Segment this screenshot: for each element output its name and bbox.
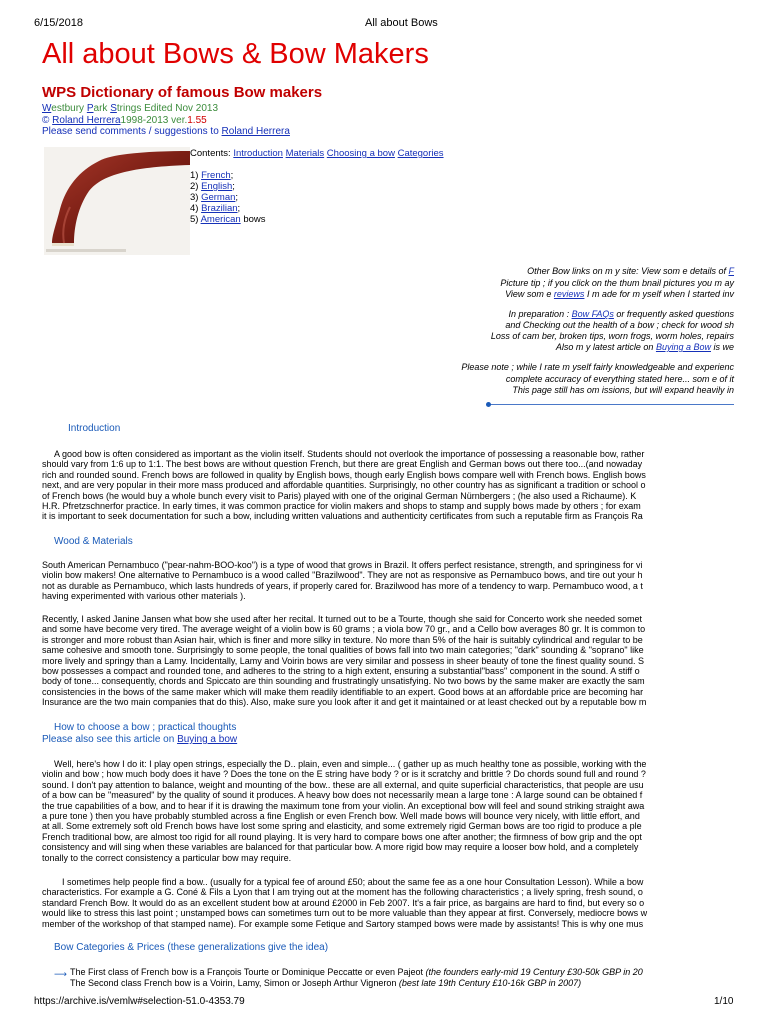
text-line: Recently, I asked Janine Jansen what bow she used after her recital. It turned out to be a Tourte, though she said for Concerto work she needed somet (42, 614, 643, 624)
version-number: 1.55 (187, 115, 207, 126)
text-line: consistencies in the bows of the same maker which will make them readily identifiable to an expert. Good bows at an affordable price are becoming har (42, 686, 644, 697)
list-item (190, 203, 240, 214)
org-edited: Edited Nov 2013 (141, 103, 219, 114)
text-line: more lively and springy than a Lamy. Incidentally, Lamy and Voirin bows are very similar and possess in sheer beauty of tone the finest quality sound. S (42, 655, 644, 666)
bow-photo (44, 147, 190, 255)
list-item (190, 192, 238, 203)
note-link[interactable]: F (728, 266, 734, 276)
list-after: bows (240, 214, 266, 225)
section-heading-categories: Bow Categories & Prices (these generalizations give the idea) (54, 942, 329, 953)
note-text: View som e (505, 289, 554, 299)
category-item-1 (70, 967, 734, 977)
note-text: or frequently asked questions (613, 309, 734, 319)
text-line: consistency and will sing when these variables are balanced for that particular bow. A more rigid bow may require a looser bow hold, and a completely (42, 842, 639, 853)
divider-line (488, 404, 734, 405)
category-detail: (best late 19th Century £10-16k GBP in 2007) (398, 978, 582, 988)
text-line: at all. Some extremely soft old French bows have lost some spring and elasticity, and some extremely rigid German bows are too rigid to produce a ple (42, 821, 642, 832)
text-line: should vary from 1:6 up to 1:1. The best bows are without question French, but there are great English and German bows out there too...(and nowaday (42, 459, 643, 470)
text-line: same cohesive and smooth tone. Surprisingly to some people, the tonal qualities of bows fall into two main categories; "dark" sounding & "soprano" like (42, 645, 644, 656)
send-author-link[interactable]: Roland Herrera (221, 126, 290, 137)
text-line: standard French Bow. It would do as an excellent student bow at around £2000 in Feb 2007. It's a fair price, as bargains are hard to find, but every so o (42, 897, 645, 908)
wood-paragraph-2 (42, 614, 736, 708)
text-line: member of the workshop of that stamped name). For example some Fetique and Sartory stamped bows were made by assistants! This is why one mus (42, 918, 644, 929)
text-line: not as durable as Pernambuco, which lasts hundreds of years, if properly cared for. Brazilwood has more of a tendency to warp. Pernambuco wood, a t (42, 580, 643, 591)
text-line: next, and are very popular in their more mass produced and affordable quantities. Surprisingly, no other country has as significant a tradition or school o (42, 480, 646, 491)
text-line: tonally to the correct consistency a particular bow may require. (42, 852, 292, 863)
list-after: ; (237, 203, 241, 214)
wood-paragraph-1 (42, 560, 736, 602)
choose-paragraph-1 (42, 759, 736, 863)
link-american[interactable]: American (200, 214, 241, 225)
reviews-link[interactable]: reviews (553, 289, 585, 299)
text-line: I sometimes help people find a bow.. (usually for a typical fee of around £50; about the same fee as a one hour Consultation Lesson). While a bow (62, 877, 644, 887)
category-text: The Second class French bow is a Voirin, Lamy, Simon or Joseph Arthur Vigneron (70, 978, 399, 988)
list-item (190, 181, 235, 192)
send-comments-text: Please send comments / suggestions to (42, 126, 222, 137)
also-see-line (42, 734, 237, 745)
contents-link-categories[interactable]: Categories (397, 148, 444, 159)
note-line: and Checking out the health of a bow ; check for wood sh (505, 320, 734, 330)
text-line: A good bow is often considered as important as the violin itself. Students should not overlook the importance of possessing a reasonable bow, rather (54, 449, 645, 459)
note-text: I m ade for m yself when I started inv (584, 289, 734, 299)
contents-link-introduction[interactable]: Introduction (233, 148, 283, 159)
text-line: it is important to seek documentation for such a bow, including written valuations and authenticity certificates from such a reputable firm as François Ra (42, 511, 643, 522)
copyright-years: 1998-2013 ver. (120, 115, 188, 126)
category-item-2 (70, 978, 734, 988)
text-line: of French bows (he would buy a whole bunch every visit to Paris) played with one of the original German Nürnbergers ; (he also used a Richaume). K (42, 490, 637, 501)
note-line (556, 342, 734, 352)
buying-a-bow-article-link[interactable]: Buying a bow (177, 734, 238, 745)
org-s[interactable]: S (110, 103, 117, 114)
note-line: Picture tip ; if you click on the thum bnail pictures you m ay (500, 278, 734, 288)
list-num: 1) (190, 170, 202, 181)
note-line: This page still has om issions, but will expand heavily in (512, 385, 734, 395)
text-line: a pure tone ) then you have probably stumbled across a fine English or even French bow. Well made bows will bounce very nicely, with little effort, and (42, 811, 640, 822)
section-heading-choosing: How to choose a bow ; practical thoughts (54, 722, 237, 733)
org-estbury: estbury (51, 103, 87, 114)
category-detail: (the founders early-mid 19 Century £30-50k GBP in 20 (425, 967, 643, 977)
text-line: violin and bow ; how much body does it have ? Does the tone on the E string have body ? or is it scratchy and brittle ? Do chords sound full and round ? (42, 769, 646, 780)
category-text: The First class of French bow is a François Tourte or Dominique Peccatte or even Pajeot (70, 967, 426, 977)
list-num: 2) (190, 181, 202, 192)
text-line: French traditional bow, are almost too rigid for all round playing. It is very hard to compare bows one after another; the firmness of bow grip and the opt (42, 831, 642, 842)
text-line: of a bow can be "measured" by the quality of sound it produces. A heavy bow does not necessarily mean a large tone : A large sound can be obtained f (42, 790, 643, 801)
text-line: sound. I don't pay attention to balance, weight and mounting of the bow.. these are all external, and quite superficial characteristics, that people are usu (42, 779, 644, 790)
arrow-bullet-icon: ⟶ (54, 969, 67, 979)
org-w[interactable]: W (42, 103, 52, 114)
note-text: Also m y latest article on (555, 342, 656, 352)
list-after: ; (235, 192, 239, 203)
contents-link-choosing[interactable]: Choosing a bow (326, 148, 395, 159)
send-comments-line (42, 126, 290, 137)
list-num: 5) (190, 214, 201, 225)
bow-faqs-link[interactable]: Bow FAQs (571, 309, 614, 319)
note-text: is we (710, 342, 734, 352)
text-line: Insurance are the two main companies that do this). Also, make sure you look after it and get it maintained or at least checked out by a reputable bow m (42, 697, 647, 708)
note-line (505, 289, 734, 299)
text-line: H.R. Pfretzschnerfor practice. In early times, it was common practice for violin makers and shops to stamp and supply bows made by others ; for exam (42, 501, 641, 512)
contents-label: Contents: (190, 148, 234, 159)
list-item (190, 214, 266, 225)
org-line (42, 103, 218, 114)
note-text: Other Bow links on m y site: View som e details of (527, 266, 729, 276)
list-item (190, 170, 233, 181)
note-line: Loss of cam ber, broken tips, worn frogs, worm holes, repairs (490, 331, 734, 341)
text-line: is stronger and more robust than Asian hair, which is finer and more silky in texture. No more than 5% of the hair is suitably cylindrical and regular to be (42, 634, 643, 645)
note-text: In preparation : (508, 309, 572, 319)
section-heading-materials: Wood & Materials (54, 536, 133, 547)
contents-line (190, 148, 444, 159)
org-p[interactable]: P (86, 103, 94, 114)
text-line: having experimented with various other materials ). (42, 591, 246, 602)
org-ark: ark (93, 103, 111, 114)
contents-link-materials[interactable]: Materials (285, 148, 325, 159)
link-french[interactable]: French (201, 170, 231, 181)
text-line: and some have become very tired. The average weight of a violin bow is 60 grams ; a viola bow 70 gr., and a Cello bow averages 80 gr. It is common to (42, 624, 646, 635)
page-subtitle: WPS Dictionary of famous Bow makers (42, 84, 323, 101)
text-line: bow possesses a compact and rounded tone, and adheres to the string to a high extent, ensuring a substantial"bass" component in the sound. A stiff o (42, 666, 640, 677)
choose-paragraph-2 (42, 877, 736, 929)
copyright-symbol: © (42, 115, 50, 126)
author-link[interactable]: Roland Herrera (52, 115, 121, 126)
note-line: complete accuracy of everything stated here... som e of it (505, 374, 734, 384)
text-line: would like to stress this last point ; unstamped bows can sometimes turn out to be more valuable than they appear at first. Conversely, mediocre bows w (42, 908, 648, 919)
link-english[interactable]: English (201, 181, 233, 192)
org-trings: trings (116, 103, 142, 114)
intro-paragraph (42, 449, 736, 522)
copyright-line (42, 115, 207, 126)
page-title: All about Bows & Bow Makers (42, 38, 429, 70)
footer-page-number: 1/10 (714, 996, 734, 1007)
divider-bullet (486, 402, 491, 407)
link-german[interactable]: German (201, 192, 236, 203)
text-line: the true capabilities of a bow, and to hear if it is drawing the maximum tone from your violin. An exceptional bow will feel and sound striking straight awa (42, 800, 645, 811)
link-brazilian[interactable]: Brazilian (201, 203, 238, 214)
print-title: All about Bows (365, 17, 438, 29)
list-after: ; (230, 170, 234, 181)
list-num: 3) (190, 192, 202, 203)
text-line: characteristics. For example a G. Coné & Fils a Lyon that I am trying out at the moment has the following characteristics ; a lively spring, fresh sound, o (42, 887, 643, 898)
list-num: 4) (190, 203, 202, 214)
text-line: South American Pernambuco ("pear-nahm-BOO-koo") is a type of wood that grows in Brazil. It offers perfect resistance, strength, and springiness for vi (42, 560, 643, 570)
footer-url: https://archive.is/vemlw#selection-51.0-4353.79 (34, 996, 245, 1007)
text-line: body of tone... consequently, chords and Spiccato are thin sounding and frustratingly unsatisfying. No two bows by the same maker are exactly the sam (42, 676, 645, 687)
text-line: rich and rounded sound. French bows are followed in quality by English bows, though early English bows compare well with French bows. English bows (42, 469, 646, 480)
note-line (527, 266, 734, 276)
note-line (509, 309, 734, 319)
section-heading-introduction: Introduction (68, 423, 121, 434)
text-line: Well, here's how I do it: I play open strings, especially the D.. plain, even and simple... ( gather up as much healthy tone as possible, working with the (54, 759, 647, 769)
text-line: violin bow makers! One alternative to Pernambuco is a wood called "Brazilwood". They are not as responsive as Pernambuco bows, and tire out your h (42, 570, 643, 581)
list-after: ; (232, 181, 235, 192)
print-date: 6/15/2018 (34, 17, 83, 29)
also-text: Please also see this article on (42, 734, 178, 745)
buying-a-bow-link[interactable]: Buying a Bow (655, 342, 711, 352)
note-line: Please note ; while I rate m yself fairly knowledgeable and experienc (461, 362, 734, 372)
